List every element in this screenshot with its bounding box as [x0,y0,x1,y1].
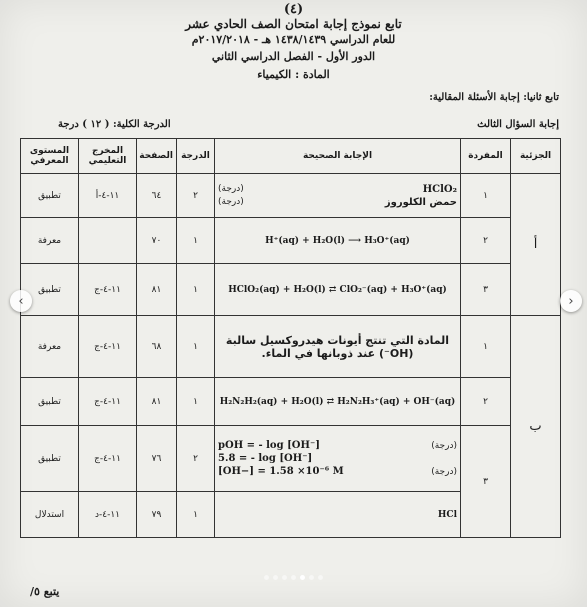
academic-year: للعام الدراسي ١٤٣٨/١٤٣٩ هـ - ٢٠١٧/٢٠١٨م [191,33,396,46]
answer-cell [215,174,461,218]
level-value: تطبيق [21,378,79,426]
subject: المادة : الكيمياء [257,68,330,81]
semester: الدور الأول - الفصل الدراسي الثاني [211,50,376,63]
level-value: تطبيق [21,264,79,316]
col-mark: الدرجة [177,139,215,174]
table-row [21,174,561,218]
calc-line: pOH = - log [OH⁻] [218,440,320,451]
carousel-dot[interactable] [282,575,287,580]
question-title: إجابة السؤال الثالث [477,119,559,130]
carousel-dot[interactable] [291,575,296,580]
part-label: ب [511,316,561,538]
outcome-value: ١١-٤-أ [79,174,137,218]
chevron-right-icon: › [568,293,574,309]
mark-value: ١ [177,378,215,426]
table-header-row [21,139,561,174]
answer-table [20,138,561,538]
acid-name: حمض الكلوروز [384,196,457,208]
mark-note: (درجة) [218,197,244,207]
table-row [21,426,561,492]
table-row [21,316,561,378]
page-value: ٧٩ [137,492,177,538]
level-value: تطبيق [21,426,79,492]
carousel-dot[interactable] [318,575,323,580]
previous-image-button[interactable] [10,290,32,312]
level-value: استدلال [21,492,79,538]
equation: H₂N₂H₂(aq) + H₂O(l) ⇄ H₂N₂H₃⁺(aq) + OH⁻(aq) [215,378,461,426]
col-level: المستوى المعرفي [21,139,79,174]
carousel-dot[interactable] [309,575,314,580]
item-number: ٢ [461,378,511,426]
equation: HClO₂(aq) + H₂O(l) ⇄ ClO₂⁻(aq) + H₃O⁺(aq) [215,264,461,316]
level-value: معرفة [21,218,79,264]
page-value: ٦٨ [137,316,177,378]
item-number: ٣ [461,264,511,316]
calc-line: [OH−] = 1.58 ×10⁻⁶ M [218,466,344,477]
table-row [21,218,561,264]
level-value: معرفة [21,316,79,378]
page-value: ٧٦ [137,426,177,492]
mark-note: (درجة) [431,466,457,477]
col-answer: الإجابة الصحيحة [215,139,461,174]
item-number: ٣ [461,426,511,538]
col-page: الصفحة [137,139,177,174]
table-row [21,264,561,316]
outcome-value [79,218,137,264]
page-value: ٦٤ [137,174,177,218]
mark-value: ١ [177,492,215,538]
item-number: ٢ [461,218,511,264]
col-part: الجزئية [511,139,561,174]
carousel-dot[interactable] [273,575,278,580]
exam-title: تابع نموذج إجابة امتحان الصف الحادي عشر [185,17,402,31]
outcome-value: ١١-٤-ج [79,316,137,378]
formula: HClO₂ [422,183,457,195]
carousel-dots [0,575,587,580]
outcome-value: ١١-٤-د [79,492,137,538]
answer-hcl: HCl [215,492,461,538]
equation: H⁺(aq) + H₂O(l) ⟶ H₃O⁺(aq) [215,218,461,264]
page-value: ٨١ [137,378,177,426]
part-label: أ [511,174,561,316]
col-item: المفردة [461,139,511,174]
mark-value: ١ [177,218,215,264]
calc-line: 5.8 = - log [OH⁻] [218,453,313,464]
outcome-value: ١١-٤-ج [79,264,137,316]
item-number: ١ [461,316,511,378]
continued-note: يتبع ٥/ [30,585,60,598]
col-outcome: المخرج التعليمي [79,139,137,174]
mark-value: ٢ [177,174,215,218]
mark-note: (درجة) [431,440,457,451]
level-value: تطبيق [21,174,79,218]
table-row [21,378,561,426]
page-number: (٤) [283,2,304,17]
page-value: ٧٠ [137,218,177,264]
definition: المادة التي تنتج أيونات هيدروكسيل سالبة (OH⁻) عند ذوبانها في الماء. [215,316,461,378]
outcome-value: ١١-٤-ج [79,378,137,426]
mark-value: ١ [177,316,215,378]
section-title: تابع ثانيا: إجابة الأسئلة المقالية: [429,92,559,103]
mark-note: (درجة) [218,184,244,194]
mark-value: ٢ [177,426,215,492]
answer-cell [215,426,461,492]
carousel-dot[interactable] [300,575,305,580]
mark-value: ١ [177,264,215,316]
next-image-button[interactable] [560,290,582,312]
total-mark: الدرجة الكلية: ( ١٢ ) درجة [58,119,171,130]
outcome-value: ١١-٤-ج [79,426,137,492]
chevron-left-icon: ‹ [18,293,24,309]
item-number: ١ [461,174,511,218]
page-value: ٨١ [137,264,177,316]
carousel-dot[interactable] [264,575,269,580]
